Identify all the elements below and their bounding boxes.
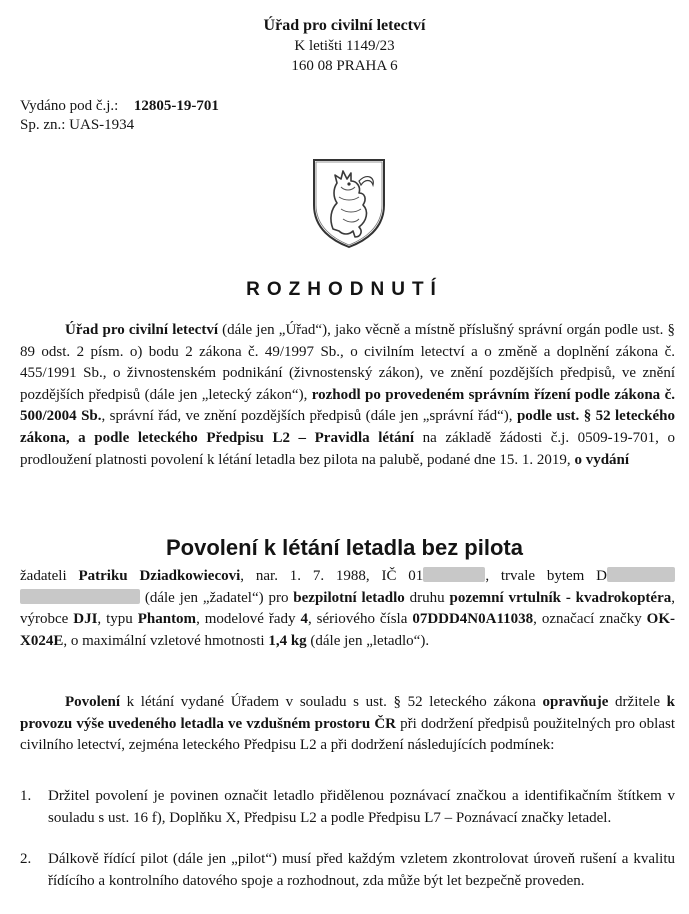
aircraft-kind: pozemní vrtulník - kvadrokoptéra [449, 589, 672, 606]
applicant-text-1: žadateli [20, 568, 79, 584]
aircraft-max-weight: 1,4 kg [268, 632, 307, 649]
redacted-address [607, 567, 675, 582]
aircraft-category: bezpilotní letadlo [293, 589, 405, 606]
intro-decision: rozhodl po provedeném správním řízení podle zákona č. 500/2004 Sb. [20, 386, 675, 425]
applicant-paragraph [20, 566, 675, 652]
applicant-text-8: , modelové řady [196, 611, 301, 628]
redacted-address-2 [20, 589, 140, 604]
intro-text-3: na základě žádosti č.j. 0509-19-701, o prodloužení platnosti povolení k létání letadla bez pilota na palubě, podané dne 15. 1. 2019, [20, 429, 675, 468]
file-label: Sp. zn.: [20, 117, 66, 133]
condition-number: 2. [20, 851, 32, 867]
file-number [20, 116, 134, 135]
permission-word: Povolení [65, 694, 120, 710]
redacted-id [423, 567, 485, 582]
applicant-text-9: , sériového čísla [307, 611, 413, 628]
applicant-text-2: , nar. 1. 7. 1988, IČ 01 [240, 568, 424, 584]
aircraft-manufacturer: DJI [73, 611, 98, 628]
reference-number [20, 97, 219, 116]
office-address-line2: 160 08 PRAHA 6 [291, 58, 398, 74]
decision-heading: ROZHODNUTÍ [246, 279, 443, 300]
condition-item [20, 786, 675, 829]
condition-number: 1. [20, 788, 32, 804]
aircraft-serial-number: 07DDD4N0A11038 [412, 611, 534, 628]
office-name: Úřad pro civilní letectví [263, 17, 426, 34]
applicant-text-4: (dále jen „žadatel“) pro [140, 589, 294, 606]
permission-text-1: k létání vydané Úřadem v souladu s ust. § 52 leteckého zákona [120, 694, 543, 710]
intro-text-1: (dále jen „Úřad“), jako věcně a místně příslušný správní orgán podle ust. § 89 odst. 2 písm. o) bodu 2 zákona č. 49/1997 Sb., o civilním letectví a o změně a doplnění zákona č. 455/1991 Sb., o živnostenském podnikání (živnostenský zákon), ve znění pozdějších předpisů, ve znění pozdějších předpisů (dále jen „letecký zákon“), [20, 322, 675, 403]
intro-paragraph [20, 320, 675, 471]
intro-legal-basis: podle ust. § 52 leteckého zákona, a podle leteckého Předpisu L2 – Pravidla létání [20, 408, 675, 446]
applicant-text-11: , o maximální vzletové hmotnosti [63, 632, 269, 649]
applicant-text-7: , typu [97, 611, 138, 628]
czech-lion-crest-icon [311, 157, 387, 249]
applicant-text-5: druhu [404, 589, 450, 606]
aircraft-model-series: 4 [300, 611, 308, 628]
permission-text-2: držitele [608, 694, 667, 710]
condition-text: Držitel povolení je povinen označit letadlo přidělenou poznávací značkou a identifikačním štítkem v souladu s ust. 16 f), Doplňku X, Předpisu L2 a podle Předpisu L7 – Poznávací značky letadel. [48, 788, 675, 826]
applicant-text-6: , výrobce [20, 589, 675, 628]
condition-item [20, 849, 675, 892]
permission-text-3: při dodržení předpisů použitelných pro oblast civilního letectví, zejména leteckého Předpisu L2 a při dodržení následujících podmínek: [20, 715, 675, 754]
reference-value: 12805-19-701 [133, 98, 219, 114]
file-value: UAS-1934 [69, 117, 135, 133]
permit-title: Povolení k létání letadla bez pilota [166, 535, 523, 560]
condition-text: Dálkově řídící pilot (dále jen „pilot“) musí před každým vzletem zkontrolovat úroveň rušení a kvalitu řídícího a kontrolního datového spoje a rozhodnout, zda může být let bezpečně proveden. [48, 851, 675, 889]
reference-label: Vydáno pod č.j.: [20, 98, 119, 114]
aircraft-type: Phantom [137, 611, 197, 628]
aircraft-registration: OK-X024E [20, 611, 675, 649]
office-address-line1: K letišti 1149/23 [294, 38, 395, 54]
permission-scope: k provozu výše uvedeného letadla ve vzdušném prostoru ČR [20, 694, 675, 732]
applicant-name: Patriku Dziadkowiecovi [78, 568, 241, 584]
applicant-text-12: (dále jen „letadlo“). [306, 632, 430, 649]
intro-issuance: o vydání [574, 451, 630, 468]
applicant-text-10: , označací značky [533, 611, 647, 628]
applicant-text-3: , trvale bytem D [485, 568, 608, 584]
intro-text-2: , správní řád, ve znění pozdějších předpisů (dále jen „správní řád“), [101, 408, 517, 425]
intro-office: Úřad pro civilní letectví [65, 322, 219, 338]
permission-entitles: opravňuje [542, 694, 609, 710]
permission-paragraph [20, 692, 675, 757]
